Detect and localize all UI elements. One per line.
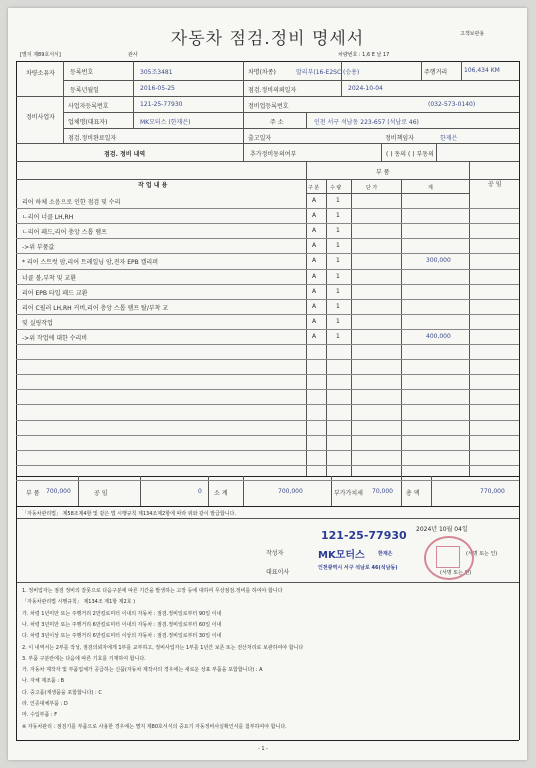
document-title: 자동차 점검.정비 명세서 (170, 29, 365, 49)
kind-cell: A (312, 227, 317, 235)
note-line: ※ 자동차관리 : 점검기를 부품으로 사용한 경우에는 별지 제80호서식의 중요기 자동정비사실확인서를 첨부하여야 합니다. (22, 723, 287, 730)
form-number: [별지 제89호서식] (20, 52, 61, 58)
issuer-label: 작성자 (266, 550, 284, 557)
qty-cell: 1 (336, 272, 340, 280)
amount-cell: 400,000 (426, 332, 451, 340)
qty-header: 수 량 (330, 185, 342, 191)
work-cell: 리어 하체 소음으로 인한 점검 및 수리 (22, 199, 121, 206)
rep-sign-hint: (서명 또는 인) (440, 570, 472, 576)
details-label: 점검. 정비 내역 (104, 151, 146, 158)
extra-consent-label: 추가정비동의여부 (250, 151, 297, 158)
row-divider (16, 450, 519, 451)
row-divider (16, 299, 519, 300)
vehicle-name-value: 말리부(16-E2SC (승용) (296, 69, 360, 76)
work-cell: 및 실링작업 (22, 319, 53, 327)
row-divider (16, 374, 519, 375)
stamp-biz-no: 121-25-77930 (321, 529, 407, 542)
done-date-label: 점검.정비완료일자 (68, 135, 117, 142)
manager-label: 정비책임자 (385, 135, 414, 142)
row-divider (16, 284, 519, 285)
stamp-person: 한재은 (378, 551, 393, 557)
stamp-company: MK모터스 (318, 550, 365, 561)
qty-cell: 1 (336, 302, 340, 310)
reg-date-label: 등록년월일 (70, 87, 99, 94)
mileage-value: 106,434 KM (464, 67, 500, 74)
kind-cell: A (312, 287, 317, 295)
work-cell: ->위 작업에 대한 수리비 (22, 334, 88, 342)
kind-header: 구 분 (308, 185, 320, 191)
manager-value: 한재은 (440, 135, 458, 142)
parts-total-label: 부 품 (26, 490, 40, 497)
qty-cell: 1 (336, 227, 340, 235)
form-paper-label: 관사 (128, 52, 138, 58)
row-divider (16, 465, 519, 466)
qty-cell: 1 (336, 317, 340, 325)
row-divider (16, 420, 519, 421)
sum-header: 계 (428, 185, 433, 191)
row-divider (16, 208, 519, 209)
work-cell: 리어 C필러 LH,RH 커버,리어 충앙 스톱 램프 탈/부착 교 (22, 304, 169, 312)
note-line: 나. 차령 3년미만 또는 주행거리 6만킬로미터 이내의 자동차 : 점검.정비일로부터 60일 이내 (22, 621, 222, 628)
vat-label: 부가가치세 (334, 490, 363, 497)
row-divider (16, 480, 519, 481)
kind-cell: A (312, 272, 317, 280)
total-label: 총 액 (406, 490, 420, 497)
row-divider (16, 269, 519, 270)
owner-group-label: 차량소유자 (26, 70, 55, 77)
row-divider (16, 253, 519, 254)
qty-cell: 1 (336, 332, 340, 340)
note-line: 2. 이 내역서는 2부를 작성, 점검의뢰자에게 1부를 교부하고, 정비사업자는 1부를 1년간 보존 또는 전산처리로 보관하여야 합니다 (22, 644, 304, 651)
note-line: 가. 자동차 제작자 및 부품업체가 공급하는 신품(자동차 제작사의 경우에는 새로운 상표 부품을 포함합니다) : A (22, 667, 263, 674)
work-cell: ㄴ리어 너클 LH,RH (22, 214, 74, 222)
document-page (8, 8, 527, 760)
unit-price-header: 단 가 (366, 185, 378, 191)
subtotal-label: 소 계 (214, 490, 228, 497)
work-cell: ->위 부품값 (22, 244, 55, 252)
qty-cell: 1 (336, 287, 340, 295)
rep-label: 대표이사 (266, 569, 290, 576)
copy-label: 고객보관용 (460, 31, 485, 37)
note-line: 1. 정비업자는 점검 정비의 잘못으로 다음구분에 따른 기간을 발생하는 고장 등에 대하여 무상점검.정비를 하여야 합니다 (22, 588, 283, 594)
reg-date-value: 2016-05-25 (140, 85, 175, 92)
company-label: 업체명(대표자) (68, 119, 108, 126)
kind-cell: A (312, 212, 317, 220)
delivery-date-label: 출고일자 (248, 135, 272, 142)
biz-no-label: 사업자등록번호 (68, 103, 109, 110)
work-cell: 리어 EPB 타입 패드 교환 (22, 289, 88, 297)
work-header: 작 업 내 용 (138, 182, 168, 189)
page-number: - 1 - (258, 746, 268, 752)
work-cell: 너클 볼,부착 및 교환 (22, 274, 76, 282)
mileage-label: 주행거리 (424, 69, 448, 76)
row-divider (16, 435, 519, 436)
request-date-value: 2024-10-04 (348, 85, 383, 92)
row-divider (16, 329, 519, 330)
subtotal-value: 700,000 (278, 488, 303, 495)
note-line: 마. 수입부품 : F (22, 712, 58, 719)
address-value: 인천 서구 석남동 223-657 (석남로 46) (314, 119, 419, 126)
request-date-label: 점검.정비의뢰일자 (248, 87, 297, 94)
note-line: 나. 자체 제조품 : B (22, 678, 65, 685)
reg-no-value: 305조3481 (140, 69, 173, 76)
note-line: 3. 부품 구분란에는 다음에 따른 기호를 기재하여 합니다. (22, 655, 146, 662)
cert-statement: 「자동차관리법」 제58조제4항 및 같은 법 시행규칙 제134조제2항에 따라 위와 같이 발급합니다. (22, 511, 236, 517)
note-line: 다. 중고품(재생품을 포함합니다) : C (22, 689, 102, 696)
row-divider (16, 344, 519, 345)
company-value: MK모터스 (한재은) (140, 119, 191, 126)
sign-hint: (서명 또는 인) (466, 551, 498, 557)
vehicle-name-label: 차명(차종) (248, 69, 276, 76)
note-line: 「자동차관리법 시행규칙」 제134조 제1항 제2호 ) (22, 599, 136, 606)
labor-header: 공 임 (488, 181, 502, 188)
kind-cell: A (312, 197, 317, 204)
vat-value: 70,000 (372, 488, 393, 495)
kind-cell: A (312, 242, 317, 250)
amount-cell: 300,000 (426, 257, 451, 265)
qty-cell: 1 (336, 257, 340, 265)
stamp-address: 인천광역시 서구 석남로 46(석남동) (318, 565, 398, 571)
row-divider (16, 314, 519, 315)
qty-cell: 1 (336, 197, 340, 204)
consent-options: ( ) 동의 ( ) 부동의 (386, 151, 434, 158)
kind-cell: A (312, 302, 317, 310)
address-label: 주 소 (270, 119, 284, 126)
kind-cell: A (312, 317, 317, 325)
note-line: 다. 차령 3년이상 또는 주행거리 6만킬로미터 이상의 자동차 : 점검.정비일로부터 30일 이내 (22, 633, 222, 640)
vehicle-plate-note: 차량번호 : 1,6 E 날 17 (338, 52, 390, 58)
work-cell: * 리어 스트럿 암,리어 트레일닝 암,전자 EPB 캘리퍼 (22, 259, 159, 267)
company-seal (424, 536, 474, 580)
biz-phone: (032-573-0140) (428, 101, 476, 108)
row-divider (16, 359, 519, 360)
parts-total-value: 700,000 (46, 488, 71, 495)
reg-no-label: 등록번호 (70, 69, 94, 76)
cert-date: 2024년 10월 04일 (416, 526, 468, 533)
total-value: 770,000 (480, 488, 505, 495)
qty-cell: 1 (336, 242, 340, 250)
qty-cell: 1 (336, 212, 340, 220)
row-divider (16, 404, 519, 405)
note-line: 라. 인증대체부품 : D (22, 701, 68, 707)
biz-no-value: 121-25-77930 (140, 101, 183, 108)
biz-group-label: 정비사업자 (26, 114, 55, 121)
row-divider (16, 389, 519, 390)
labor-total-value: 0 (198, 488, 202, 495)
labor-total-label: 공 임 (94, 490, 108, 497)
parts-header: 부 품 (376, 169, 390, 176)
work-cell: ㄴ리어 패드,리어 충앙 스톱 램프 (22, 229, 107, 237)
note-line: 가. 차령 1년미만 또는 주행거리 2만킬로미터 이내의 자동차 : 점검.정비일로부터 90일 이내 (22, 610, 222, 617)
kind-cell: A (312, 332, 317, 340)
row-divider (16, 223, 519, 224)
kind-cell: A (312, 257, 317, 265)
row-divider (16, 238, 519, 239)
biz-reg-label: 정비업등록번호 (248, 103, 289, 110)
